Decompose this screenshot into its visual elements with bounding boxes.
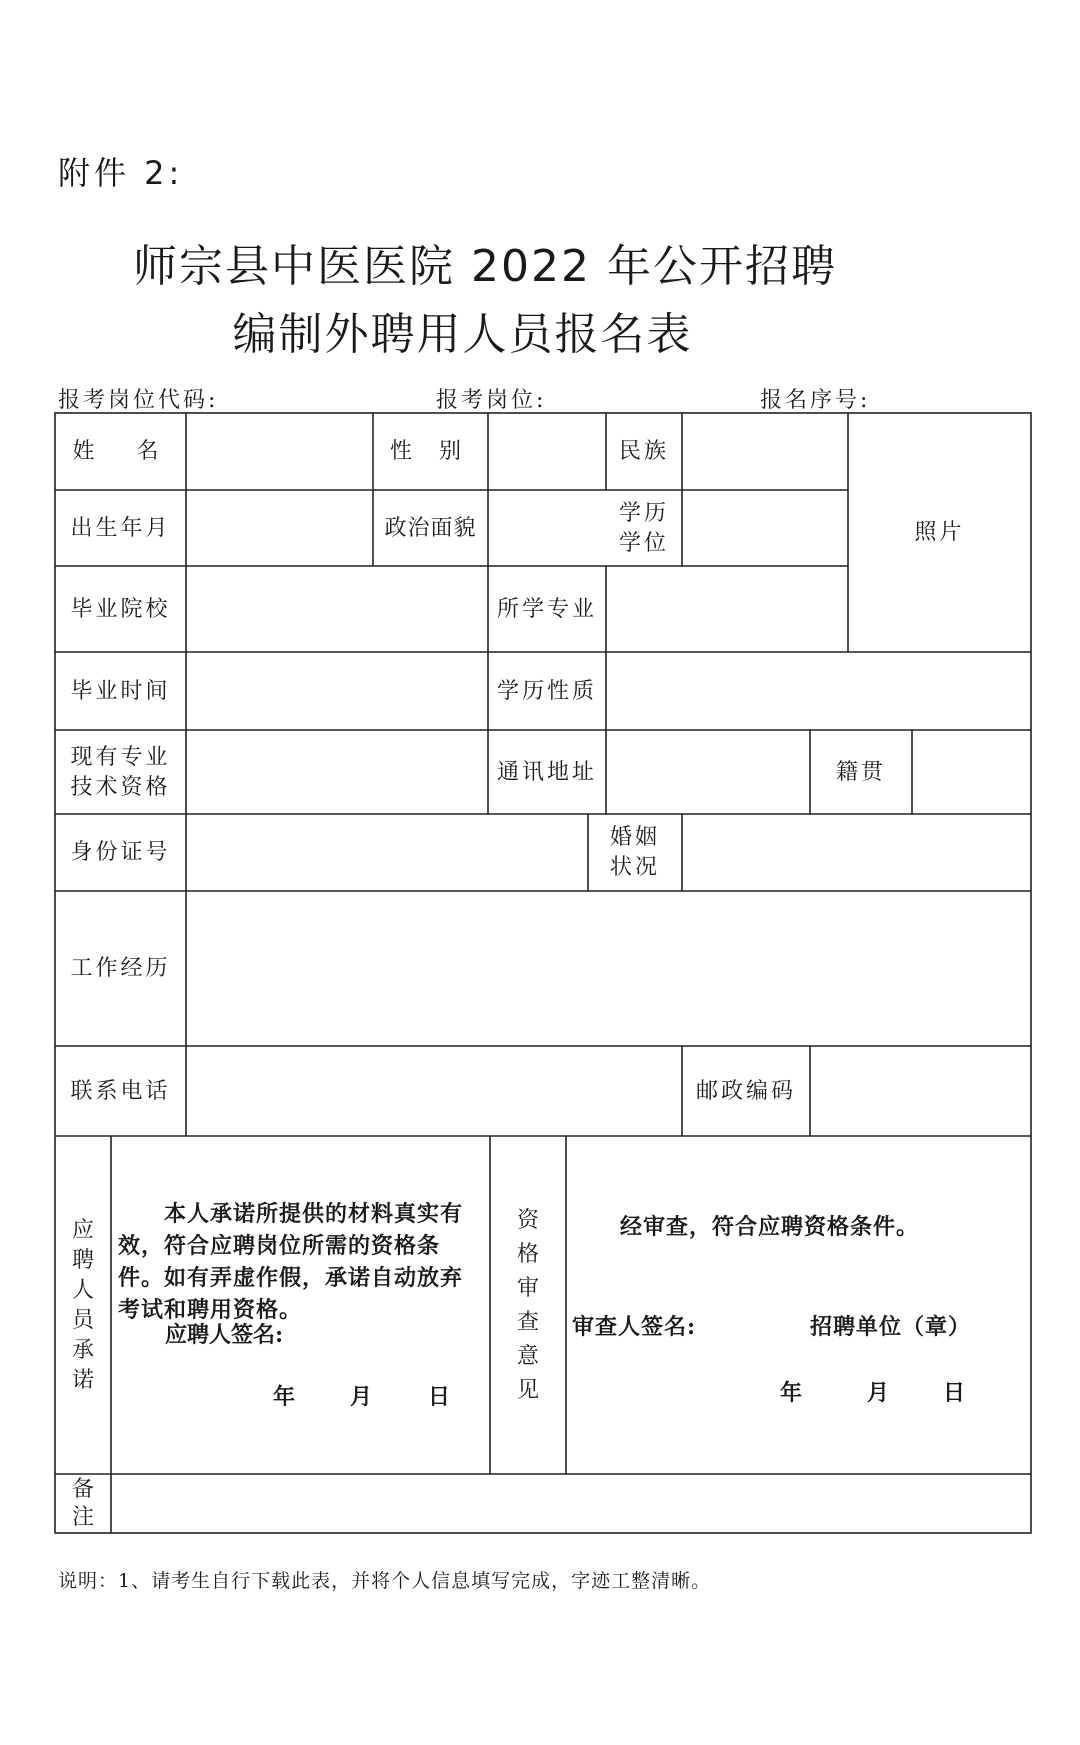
serial-no-label: 报名序号:: [760, 388, 871, 413]
photo-label: 照片: [914, 519, 965, 545]
edu-nature-label: 学历性质: [496, 678, 597, 704]
review-text: 经审查，符合应聘资格条件。: [620, 1214, 920, 1240]
pledge-label-char: 应: [71, 1217, 94, 1243]
review-label-char: 查: [516, 1309, 539, 1335]
remarks-label: [56, 1475, 110, 1533]
id-number-label: 身份证号: [70, 840, 171, 866]
review-label-char: 格: [516, 1241, 539, 1267]
position-code-label: 报考岗位代码:: [58, 388, 219, 413]
address-label: 通讯地址: [496, 759, 597, 785]
pledge-year: 年: [273, 1384, 296, 1410]
reviewer-signature-label: 审查人签名:: [572, 1314, 697, 1340]
review-label-char: 意: [516, 1343, 539, 1369]
remarks-label-char: 注: [71, 1505, 94, 1530]
pledge-day: 日: [428, 1384, 451, 1410]
pledge-label: [56, 1137, 110, 1474]
school-label: 毕业院校: [70, 596, 171, 622]
political-label: 政治面貌: [384, 515, 477, 541]
pledge-label-char: 承: [71, 1337, 94, 1363]
review-opinion-label: [491, 1137, 565, 1474]
form-title-line2: 编制外聘用人员报名表: [232, 309, 693, 360]
edu-degree-label: 学历 学位: [618, 500, 669, 556]
review-label-char: 审: [516, 1275, 539, 1301]
attachment-label: 附件 2:: [58, 154, 184, 192]
position-label: 报考岗位:: [436, 388, 547, 413]
applicant-signature-label: 应聘人签名:: [165, 1322, 284, 1348]
native-place-label: 籍贯: [835, 759, 886, 785]
postcode-label: 邮政编码: [695, 1078, 796, 1104]
work-experience-label: 工作经历: [70, 956, 171, 982]
form-title-line1: 师宗县中医医院 2022 年公开招聘: [133, 241, 837, 292]
phone-label: 联系电话: [70, 1078, 171, 1104]
pledge-label-char: 员: [71, 1307, 94, 1333]
grad-time-label: 毕业时间: [70, 678, 171, 704]
unit-seal-label: 招聘单位（章）: [810, 1314, 972, 1340]
major-label: 所学专业: [496, 596, 597, 622]
review-label-char: 见: [516, 1377, 539, 1403]
ethnicity-label: 民族: [618, 439, 669, 465]
name-label: 姓 名: [72, 439, 169, 465]
review-day: 日: [943, 1380, 966, 1406]
instructions-note: 说明：1、请考生自行下载此表，并将个人信息填写完成，字迹工整清晰。: [58, 1570, 712, 1592]
remarks-label-char: 备: [71, 1477, 94, 1502]
pledge-label-char: 诺: [71, 1367, 94, 1393]
review-label-char: 资: [516, 1207, 539, 1233]
pledge-label-char: 人: [71, 1277, 94, 1303]
pledge-label-char: 聘: [71, 1247, 94, 1273]
pledge-month: 月: [350, 1384, 373, 1410]
review-year: 年: [780, 1380, 803, 1406]
marital-status-label: 婚姻 状况: [609, 825, 660, 880]
qualification-label: 现有专业 技术资格: [70, 744, 171, 800]
pledge-text: 本人承诺所提供的材料真实有效，符合应聘岗位所需的资格条件。如有弄虚作假，承诺自动放弃考试和聘用资格。: [118, 1201, 464, 1323]
gender-label: 性 别: [390, 439, 471, 465]
review-month: 月: [867, 1380, 890, 1406]
birth-label: 出生年月: [70, 515, 171, 541]
